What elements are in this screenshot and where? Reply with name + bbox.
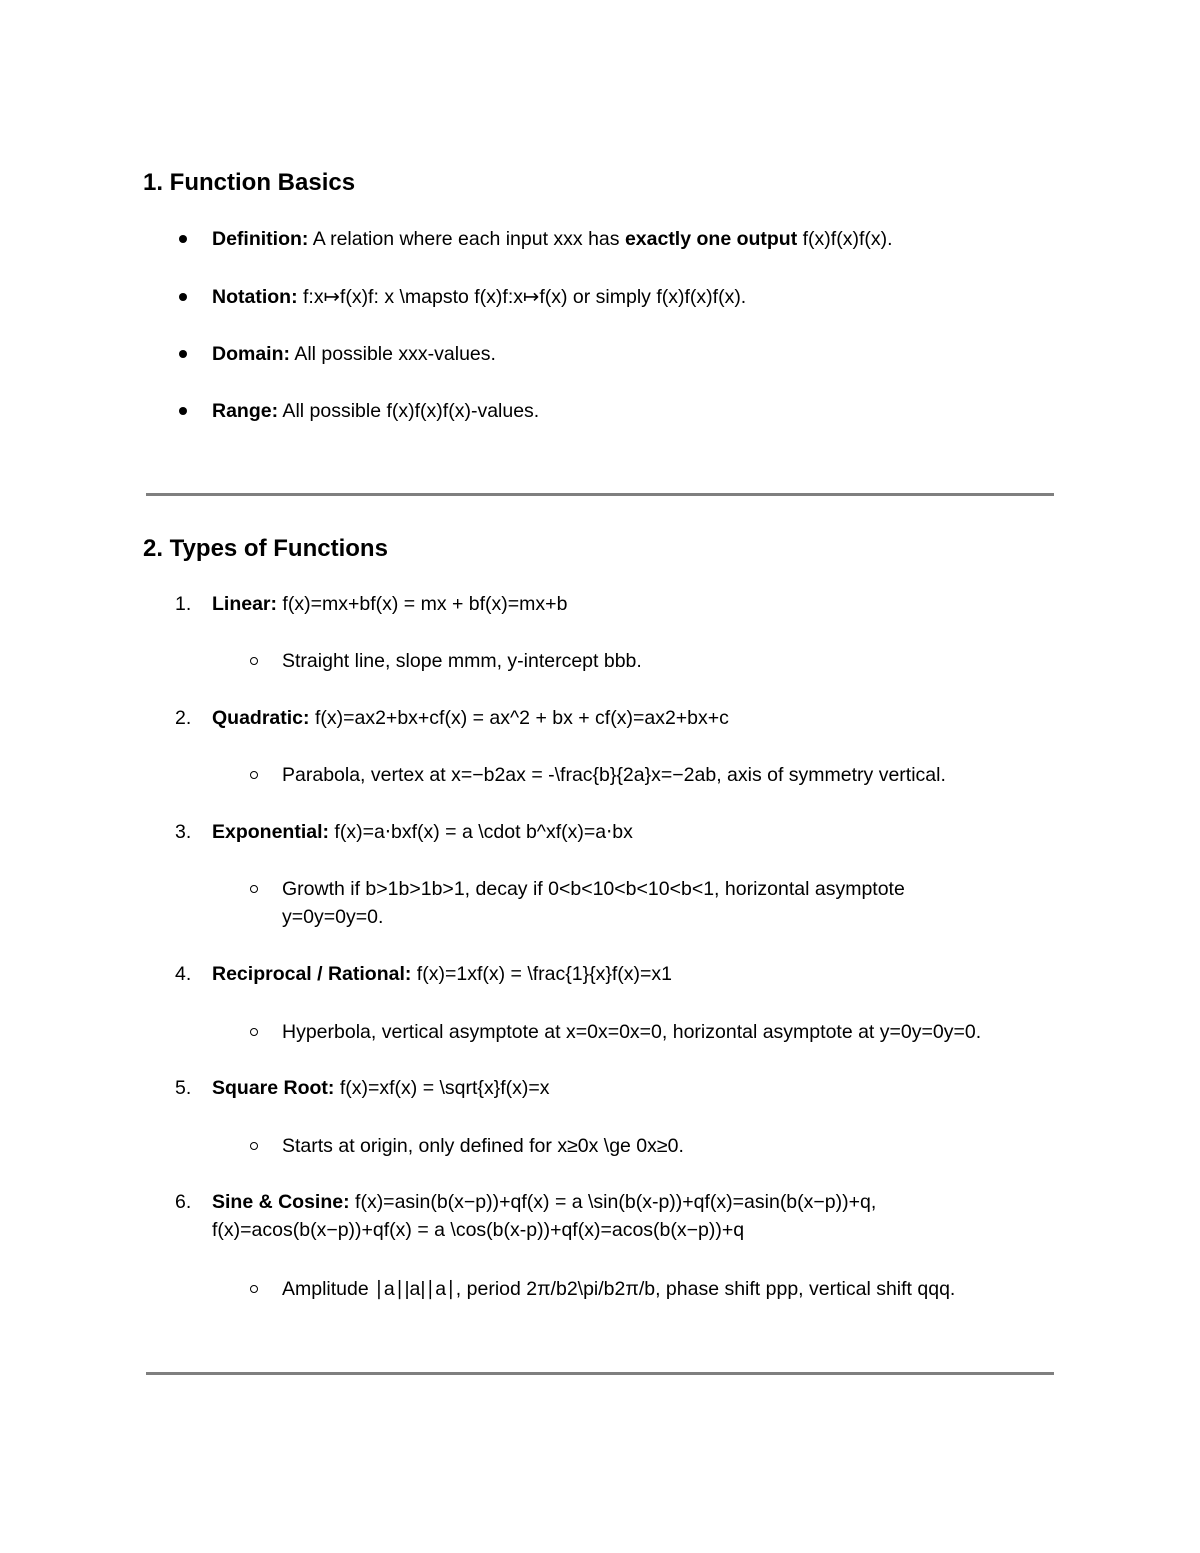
sub-bullet-icon — [250, 1285, 258, 1293]
item-text: f(x)=a⋅bxf(x) = a \cdot b^xf(x)=a⋅bx — [329, 821, 633, 843]
list-number: 6. — [175, 1191, 192, 1213]
item-text: f(x)=mx+bf(x) = mx + bf(x)=mx+b — [277, 593, 568, 615]
item-text: f(x)=xf(x) = \sqrt{x}f(x)=x — [334, 1077, 550, 1099]
list-number: 1. — [175, 593, 192, 615]
sub-bullet-icon — [250, 885, 258, 893]
item-text: f(x)=asin(b(x−p))+qf(x) = a \sin(b(x-p))+qf(x)=asin(b(x−p))+q, — [349, 1191, 877, 1213]
item-label: Notation: — [212, 286, 298, 308]
sub-bullet-icon — [250, 657, 258, 665]
list-item-square-root — [212, 1074, 550, 1102]
item-label: Exponential: — [212, 821, 330, 843]
item-label: Quadratic: — [212, 707, 310, 729]
item-label: Domain: — [212, 343, 290, 365]
bullet-icon — [179, 350, 187, 358]
section-title-function-basics: 1. Function Basics — [143, 169, 356, 196]
sub-item: Straight line, slope mmm, y-intercept bbb. — [282, 650, 642, 672]
item-label: Linear: — [212, 593, 278, 615]
sub-item: Parabola, vertex at x=−b2ax = -\frac{b}{2a}x=−2ab, axis of symmetry vertical. — [282, 764, 946, 786]
sub-item-continuation: y=0y=0y=0. — [282, 906, 384, 928]
section-title-types-of-functions: 2. Types of Functions — [143, 535, 388, 562]
horizontal-divider — [146, 493, 1054, 496]
list-item-linear — [212, 590, 567, 618]
bullet-icon — [179, 407, 187, 415]
list-number: 5. — [175, 1077, 192, 1099]
bullet-icon — [179, 293, 187, 301]
list-item-sine-cosine — [212, 1188, 876, 1216]
item-label: Sine & Cosine: — [212, 1191, 350, 1213]
sub-bullet-icon — [250, 1028, 258, 1036]
list-number: 2. — [175, 707, 192, 729]
item-text: All possible xxx-values. — [290, 343, 496, 365]
item-text: All possible f(x)f(x)f(x)-values. — [278, 400, 540, 422]
sub-bullet-icon — [250, 771, 258, 779]
item-emphasis: exactly one output — [624, 228, 798, 250]
list-item-exponential — [212, 818, 633, 846]
bullet-icon — [179, 235, 187, 243]
list-number: 4. — [175, 963, 192, 985]
list-number: 3. — [175, 821, 192, 843]
list-item-quadratic — [212, 704, 729, 732]
item-text-continuation: f(x)=acos(b(x−p))+qf(x) = a \cos(b(x-p))+qf(x)=acos(b(x−p))+q — [212, 1219, 745, 1241]
sub-bullet-icon — [250, 1142, 258, 1150]
item-label: Definition: — [212, 228, 309, 250]
sub-item: Starts at origin, only defined for x≥0x \ge 0x≥0. — [282, 1135, 684, 1157]
item-text: f(x)=1xf(x) = \frac{1}{x}f(x)=x1 — [411, 963, 673, 985]
sub-item: Hyperbola, vertical asymptote at x=0x=0x=0, horizontal asymptote at y=0y=0y=0. — [282, 1021, 982, 1043]
item-text: f:x↦f(x)f: x \mapsto f(x)f:x↦f(x) or simply f(x)f(x)f(x). — [297, 286, 747, 308]
list-item-range — [212, 397, 539, 425]
item-label: Reciprocal / Rational: — [212, 963, 412, 985]
item-label: Square Root: — [212, 1077, 335, 1099]
item-label: Range: — [212, 400, 279, 422]
item-text: f(x)=ax2+bx+cf(x) = ax^2 + bx + cf(x)=ax2+bx+c — [309, 707, 729, 729]
list-item-definition — [212, 225, 893, 253]
item-text: A relation where each input xxx has — [308, 228, 625, 250]
sub-item: Growth if b>1b>1b>1, decay if 0<b<10<b<10<b<1, horizontal asymptote — [282, 878, 905, 900]
item-text: f(x)f(x)f(x). — [797, 228, 893, 250]
sub-item: Amplitude ∣a∣|a|∣a∣, period 2π/b2\pi/b2π/b, phase shift ppp, vertical shift qqq. — [282, 1278, 956, 1300]
list-item-domain — [212, 340, 496, 368]
list-item-notation — [212, 283, 746, 311]
list-item-reciprocal — [212, 960, 672, 988]
horizontal-divider — [146, 1372, 1054, 1375]
